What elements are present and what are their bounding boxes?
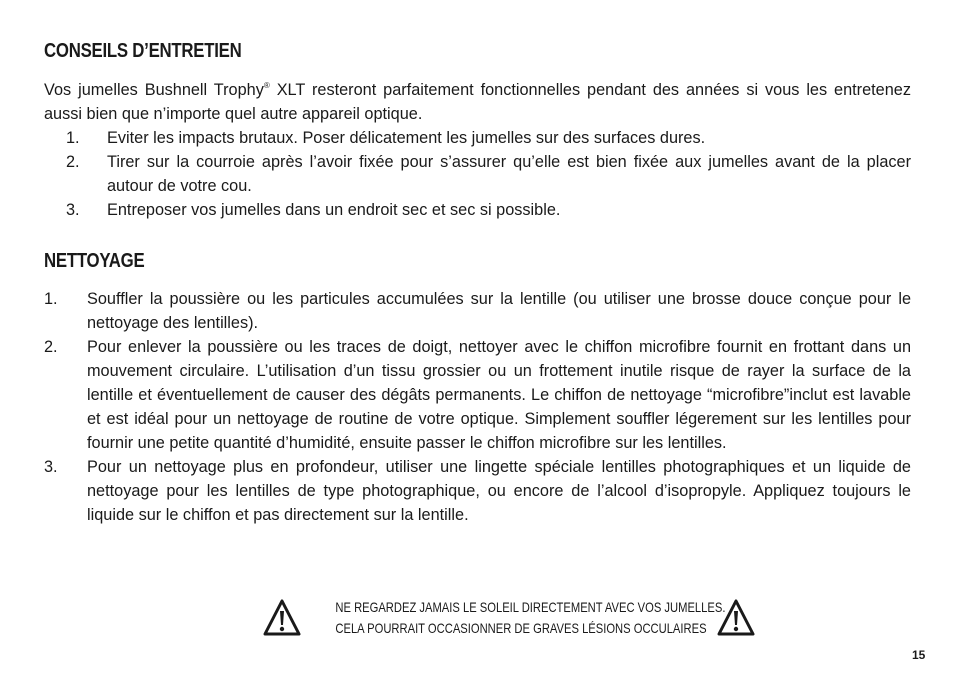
- list-item: [44, 287, 911, 335]
- sun-warning: [262, 597, 756, 641]
- list-number: 1.: [44, 290, 58, 308]
- list-item: [44, 198, 911, 222]
- list-number: 3.: [44, 458, 58, 476]
- list-text: Entreposer vos jumelles dans un endroit sec et sec si possible.: [107, 201, 561, 219]
- list-text: Pour un nettoyage plus en profondeur, utiliser une lingette spéciale lentilles photographiques et un liquide de nettoyage pour les lentilles de type photographique, ou encore de l’alcool d’isopropyle. Appliquez toujours le liquide sur le chiffon et pas directement sur la lentille.: [87, 458, 911, 524]
- cleaning-heading: NETTOYAGE: [44, 250, 145, 272]
- list-number: 2.: [44, 338, 58, 356]
- list-text: Pour enlever la poussière ou les traces de doigt, nettoyer avec le chiffon microfibre fournit en frottant dans un mouvement circulaire. L’utilisation d’un tissu grossier ou un frottement inutile risque de rayer la surface de la lentille et éventuellement de causer des dégâts permanents. Le chiffon de nettoyage “microfibre”inclut est lavable et est idéal pour un nettoyage de routine de votre optique. Simplement souffler légerement sur les lentilles pour fournir une petite quantité d’humidité, ensuite passer le chiffon microfibre sur les lentilles.: [87, 338, 911, 452]
- warning-line-1: NE REGARDEZ JAMAIS LE SOLEIL DIRECTEMENT AVEC VOS JUMELLES.: [335, 599, 726, 615]
- list-item: [44, 335, 911, 455]
- page-content: [44, 38, 911, 527]
- list-number: 1.: [66, 129, 80, 147]
- list-text: Souffler la poussière ou les particules accumulées sur la lentille (ou utiliser une brosse douce conçue pour le nettoyage des lentilles).: [87, 290, 911, 332]
- page-number: 15: [912, 648, 926, 662]
- list-number: 3.: [66, 201, 80, 219]
- care-heading: CONSEILS D’ENTRETIEN: [44, 40, 242, 62]
- care-list: [44, 126, 911, 222]
- list-item: [44, 126, 911, 150]
- care-intro-brand: Vos jumelles Bushnell Trophy: [44, 81, 264, 99]
- care-intro: [44, 78, 911, 126]
- list-text: Tirer sur la courroie après l’avoir fixée pour s’assurer qu’elle est bien fixée aux jumelles avant de la placer autour de votre cou.: [107, 153, 911, 195]
- warning-line-2: CELA POURRAIT OCCASIONNER DE GRAVES LÉSIONS OCCULAIRES: [335, 620, 707, 636]
- list-item: [44, 150, 911, 198]
- care-intro-text: XLT resteront parfaitement fonctionnelles pendant des années si vous les entretenez aussi bien que n’importe quel autre appareil optique.: [44, 81, 911, 123]
- warning-triangle-icon: [716, 598, 756, 638]
- registered-mark: ®: [263, 81, 270, 90]
- cleaning-list: [44, 287, 911, 527]
- warning-text: [292, 597, 726, 639]
- list-item: [44, 455, 911, 527]
- list-number: 2.: [66, 153, 80, 171]
- list-text: Eviter les impacts brutaux. Poser délicatement les jumelles sur des surfaces dures.: [107, 129, 706, 147]
